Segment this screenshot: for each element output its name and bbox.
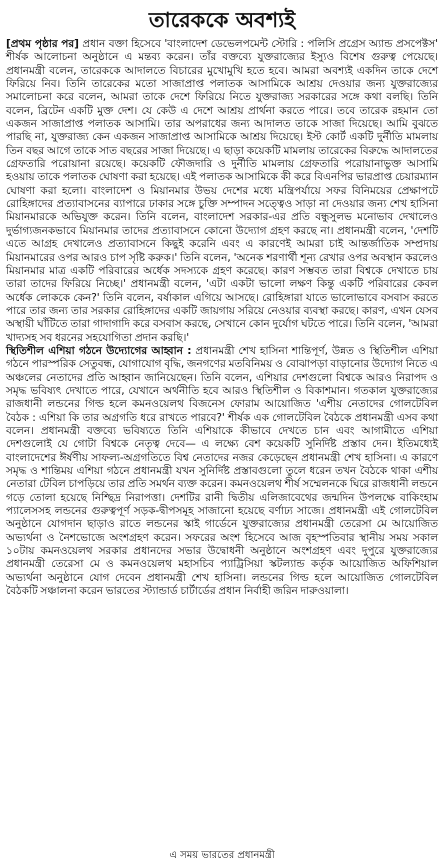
paragraph-2-text: প্রধানমন্ত্রী শেখ হাসিনা শান্তিপূর্ণ, উন্নত ও স্থিতিশীল এশিয়া গঠনে পারস্পরিক সেতুবন্ধ, যোগাযোগ বৃদ্ধি, জনগণের মতবিনিময় ও বোঝাপড়া বাড়ানোর উদ্যোগ নিতে এ অঞ্চলের নেতাদের প্রতি আহ্বান জানিয়েছেন। তিনি বলেন, এশিয়ার দেশগুলো বিশ্বকে আরও নিরাপদ ও সমৃদ্ধ ভবিষ্যৎ দেখাতে পারে, যেখানে অর্থনীতি হবে আরও স্থিতিশীল ও বিকাশমান। গতকাল যুক্তরাজ্যের রাজধানী লন্ডনের গিল্ড হলে কমনওয়েলথ বিজনেস ফোরাম আয়োজিত 'এশীয় নেতাদের গোলটেবিল বৈঠক : এশিয়া কি তার অগ্রগতি ধরে রাখতে পারবে?' শীর্ষক এক গোলটেবিল বৈঠকে প্রধানমন্ত্রী এসব কথা বলেন। প্রধানমন্ত্রী বক্তব্যে ভবিষ্যতে তিনি এশিয়াকে কীভাবে দেখতে চান এবং আগামীতে এশিয়া দেশগুলোই যে গোটা বিশ্বকে নেতৃত্ব দেবে— এ লক্ষ্যে বেশ কয়েকটি সুনির্দিষ্ট প্রস্তাব দেন। ইতিমধ্যেই বাংলাদেশের ঈর্ষণীয় সাফল্য-অগ্রগতিতে বিশ্ব নেতাদের নজর কেড়েছেন প্রধানমন্ত্রী শেখ হাসিনা। এ কারণে সমৃদ্ধ ও শান্তিময় এশিয়া গঠনে প্রধানমন্ত্রী যখন সুনির্দিষ্ট প্রস্তাবগুলো তুলে ধরেন তখন বৈঠকে থাকা এশীয় নেতারা টেবিল চাপড়িয়ে তার প্রতি সমর্থন ব্যক্ত করেন। কমনওয়েলথ শীর্ষ সম্মেলনকে ঘিরে রাজধানী লন্ডনে গড়ে তোলা হয়েছে নিশ্ছিদ্র নিরাপত্তা। দেশটির রানী দ্বিতীয় এলিজাবেথের জন্মদিন উপলক্ষে বাকিংহাম প্যালেসসহ লন্ডনের গুরুত্বপূর্ণ সড়ক-দ্বীপসমূহ সাজানো হয়েছে বর্ণাঢ্য সাজে। প্রধানমন্ত্রী এই গোলটেবিল অনুষ্ঠানে যোগদান ছাড়াও রাতে লন্ডনের স্কাই গার্ডেনে যুক্তরাজ্যের প্রধানমন্ত্রী তেরেসা মে আয়োজিত অভ্যর্থনা ও নৈশভোজে অংশগ্রহণ করেন। সফরের অংশ হিসেবে আজ বৃহস্পতিবার স্থানীয় সময় সকাল ১০টায় কমনওয়েলথ সরকার প্রধানদের সভার উদ্বোধনী অনুষ্ঠানে অংশগ্রহণ এবং দুপুরে যুক্তরাজ্যের প্রধানমন্ত্রী তেরেসা মে ও কমনওয়েলথ মহাসচিব প্যাট্রিসিয়া স্কটল্যান্ড কর্তৃক আয়োজিত অফিশিয়াল অভ্যর্থনা অনুষ্ঠানে যোগ দেবেন প্রধানমন্ত্রী শেখ হাসিনা। লন্ডনের গিল্ড হলে আয়োজিত গোলটেবিল বৈঠকটি সঞ্চালনা করেন ভারতের স্ট্যান্ডার্ড চার্টার্ডের প্রধান নির্বাহী জরিন দারুওয়ালা।	[6, 344, 438, 598]
article-body	[6, 38, 438, 598]
paragraph-1-text: প্রধান বক্তা হিসেবে 'বাংলাদেশ ডেভেলপমেন্ট স্টোরি : পলিসি প্রগ্রেস অ্যান্ড প্রসপেক্টস' শীর্ষক আলোচনা অনুষ্ঠানে এ মন্তব্য করেন। তাঁর বক্তব্যে যুক্তরাজ্যের ইস্যুও বিশেষ গুরুত্ব পেয়েছে। প্রধানমন্ত্রী বলেন, তারেককে আদালতে বিচারের মুখোমুখি হতে হবে। আমরা অবশ্যই একদিন তাকে দেশে ফিরিয়ে নিব। তিনি তারেকের মতো সাজাপ্রাপ্ত পলাতক আসামিকে আশ্রয় দেওয়ার জন্য যুক্তরাজ্যের সমালোচনা করে বলেন, আমরা তাকে দেশে ফিরিয়ে নিতে যুক্তরাজ্য সরকারের সঙ্গে কথা বলছি। তিনি বলেন, ব্রিটেন একটি মুক্ত দেশ। যে কেউ এ দেশে আশ্রয় প্রার্থনা করতে পারে। তবে তারেক রহমান তো একজন সাজাপ্রাপ্ত পলাতক আসামি। তার অপরাধের জন্য আদালত তাকে সাজা দিয়েছে। আমি বুঝতে পারছি না, যুক্তরাজ্য কেন একজন সাজাপ্রাপ্ত আসামিকে আশ্রয় দিয়েছে। ইস্ট কোর্ট একটি দুর্নীতি মামলায় তিন বছর আগে তাকে সাত বছরের সাজা দিয়েছে। এ ছাড়া কয়েকটি মামলায় তারেকের বিরুদ্ধে আদালতের গ্রেফতারি পরোয়ানা রয়েছে। কয়েকটি ফৌজদারি ও দুর্নীতি মামলায় গ্রেফতারি পরোয়ানাভুক্ত আসামি হওয়ায় তাকে পলাতক ঘোষণা করা হয়েছে। এই পলাতক আসামিকে কী করে বিএনপির ভারপ্রাপ্ত চেয়ারম্যান ঘোষণা করা হলো। বাংলাদেশ ও মিয়ানমার উভয় দেশের মধ্যে মন্ত্রিপর্যায়ে সফর বিনিময়ের প্রেক্ষাপটে রোহিঙ্গাদের প্রত্যাবাসনের ব্যাপারে ঢাকার সঙ্গে চুক্তি সম্পাদন সত্ত্বেও সাড়া না দেওয়ার জন্য শেখ হাসিনা মিয়ানমারকে অভিযুক্ত করেন। তিনি বলেন, বাংলাদেশ সরকার-এর প্রতি বন্ধুসুলভ মনোভাব দেখালেও দুর্ভাগ্যজনকভাবে মিয়ানমার তাদের প্রত্যাবাসনে কোনো উদ্যোগ গ্রহণ করছে না। প্রধানমন্ত্রী বলেন, 'দেশটি এতে আগ্রহ দেখালেও প্রত্যাবাসনে কিছুই করেনি এবং এ কারণেই আমরা চাই আন্তর্জাতিক সম্প্রদায় মিয়ানমারের ওপর আরও চাপ সৃষ্টি করুক।' তিনি বলেন, 'অনেক শরণার্থী শূন্য রেখার ওপর অবস্থান করলেও মিয়ানমার মাত্র একটি পরিবারের অর্ধেক সদস্যকে গ্রহণ করেছে। কারণ সম্ভবত তারা বিশ্বকে দেখাতে চায় তারা তাদের ফিরিয়ে নিচ্ছে।' প্রধানমন্ত্রী বলেন, 'এটা একটা ভালো লক্ষণ কিন্তু একটি পরিবারের কেবল অর্ধেক লোককে কেন?' তিনি বলেন, বর্ষাকাল এগিয়ে আসছে। রোহিঙ্গারা যাতে ভালোভাবে বসবাস করতে পারে তার জন্য তার সরকার রোহিঙ্গাদের একটি জায়গায় সরিয়ে নেওয়ার ব্যবস্থা করছে। কারণ, এখন যেসব অস্থায়ী ঘাঁটিতে তারা গাদাগাদি করে বসবাস করছে, সেখানে কোন দুর্যোগ ঘটতে পারে। তিনি বলেন, 'আমরা খাদ্যসহ সব ধরনের সহযোগিতা প্রদান করছি।'	[6, 38, 438, 344]
paragraph-2	[6, 345, 438, 599]
cut-off-line	[0, 848, 444, 858]
paragraph-2-lead: স্থিতিশীল এশিয়া গঠনে উদ্যোগের আহ্বান :	[6, 344, 192, 357]
cut-off-text: এ সময় ভারতের প্রধানমন্ত্রী	[169, 850, 275, 858]
paragraph-1-lead: [প্রথম পৃষ্ঠার পর]	[6, 38, 79, 50]
paragraph-1	[6, 38, 438, 345]
headline: তারেককে অবশ্যই	[148, 8, 296, 32]
